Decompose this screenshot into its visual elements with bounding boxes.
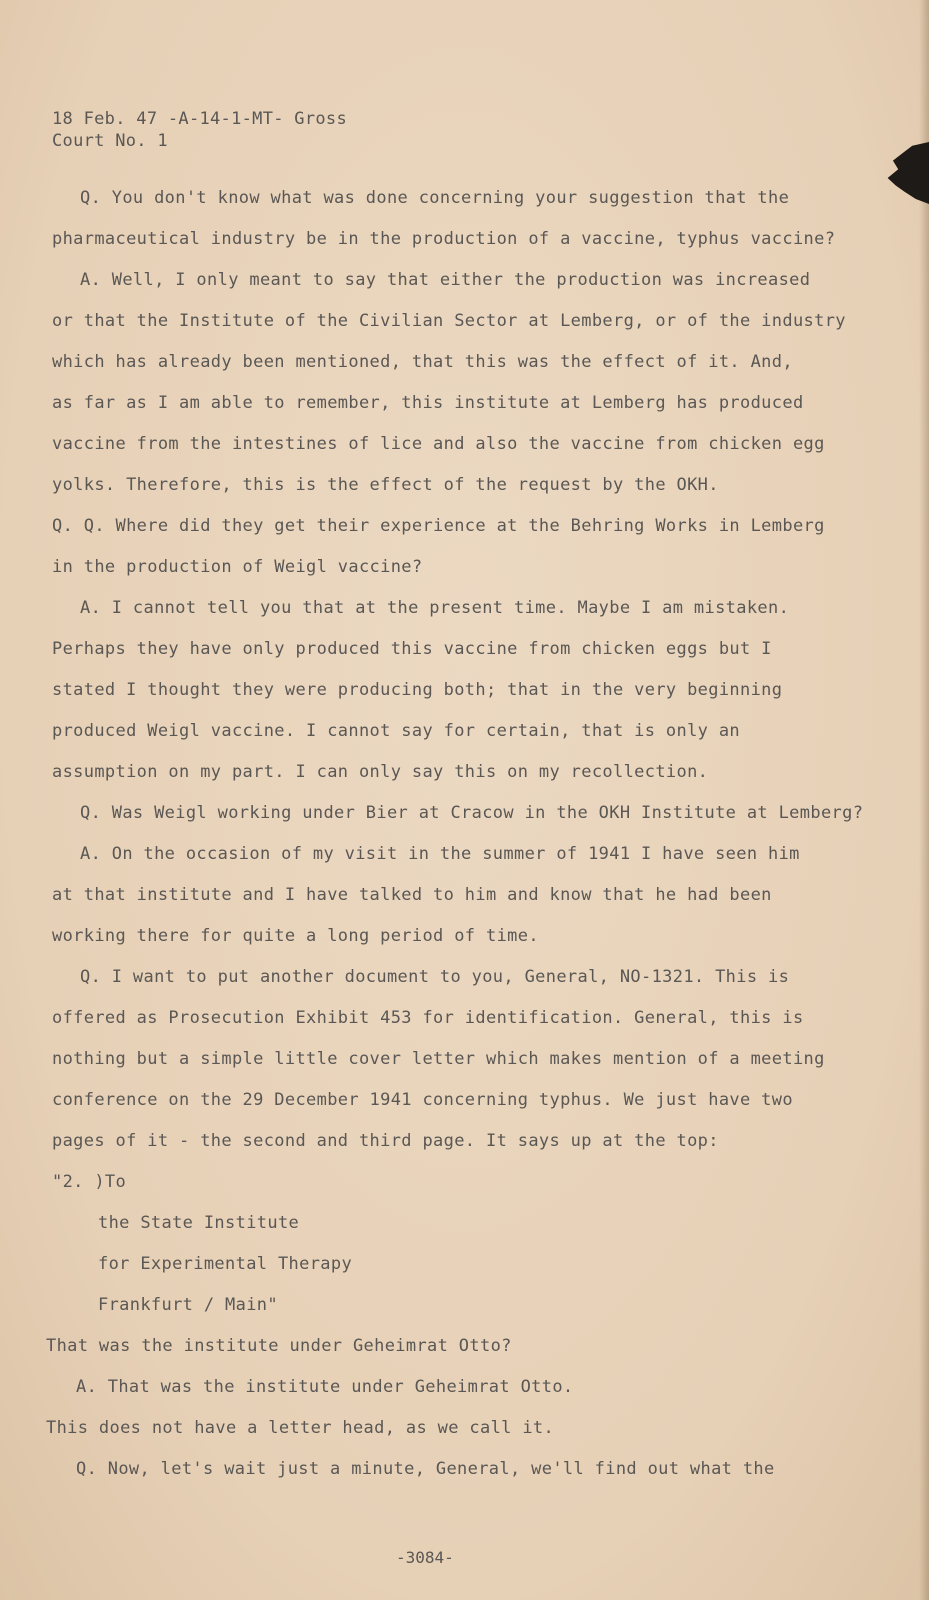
text-line: vaccine from the intestines of lice and also the vaccine from chicken egg <box>52 434 825 454</box>
text-line: This does not have a letter head, as we call it. <box>46 1418 555 1438</box>
page-number: -3084- <box>396 1548 454 1567</box>
text-line: offered as Prosecution Exhibit 453 for identification. General, this is <box>52 1008 804 1028</box>
text-line: produced Weigl vaccine. I cannot say for certain, that is only an <box>52 721 741 741</box>
text-line: in the production of Weigl vaccine? <box>52 557 423 577</box>
text-line: "2. )To <box>52 1172 127 1192</box>
text-line: conference on the 29 December 1941 concerning typhus. We just have two <box>52 1090 793 1110</box>
text-line: working there for quite a long period of time. <box>52 926 539 946</box>
text-line: assumption on my part. I can only say this on my recollection. <box>52 762 709 782</box>
text-line: or that the Institute of the Civilian Sector at Lemberg, or of the industry <box>52 311 846 331</box>
torn-corner <box>885 142 929 204</box>
header-date-line: 18 Feb. 47 -A-14-1-MT- Gross <box>52 109 347 129</box>
text-line: the State Institute <box>98 1213 300 1233</box>
text-line: Q. Now, let's wait just a minute, General, we'll find out what the <box>76 1459 775 1479</box>
page-edge-shadow <box>919 0 929 1600</box>
header-court-line: Court No. 1 <box>52 131 168 151</box>
text-line: nothing but a simple little cover letter which makes mention of a meeting <box>52 1049 825 1069</box>
text-line: Frankfurt / Main" <box>98 1295 278 1315</box>
text-line: which has already been mentioned, that this was the effect of it. And, <box>52 352 793 372</box>
text-line: That was the institute under Geheimrat Otto? <box>46 1336 512 1356</box>
text-line: stated I thought they were producing both; that in the very beginning <box>52 680 783 700</box>
text-line: pharmaceutical industry be in the production of a vaccine, typhus vaccine? <box>52 229 836 249</box>
text-line: A. On the occasion of my visit in the summer of 1941 I have seen him <box>80 844 800 864</box>
text-line: A. I cannot tell you that at the present time. Maybe I am mistaken. <box>80 598 790 618</box>
text-line: as far as I am able to remember, this institute at Lemberg has produced <box>52 393 804 413</box>
document-header <box>52 108 347 152</box>
text-line: Q. Q. Where did they get their experience at the Behring Works in Lemberg <box>52 516 825 536</box>
text-line: A. Well, I only meant to say that either the production was increased <box>80 270 811 290</box>
text-line: yolks. Therefore, this is the effect of the request by the OKH. <box>52 475 719 495</box>
text-line: Q. I want to put another document to you, General, NO-1321. This is <box>80 967 790 987</box>
text-line: at that institute and I have talked to him and know that he had been <box>52 885 772 905</box>
text-line: pages of it - the second and third page. It says up at the top: <box>52 1131 719 1151</box>
text-line: Q. You don't know what was done concerning your suggestion that the <box>80 188 790 208</box>
text-line: Q. Was Weigl working under Bier at Cracow in the OKH Institute at Lemberg? <box>80 803 864 823</box>
text-line: for Experimental Therapy <box>98 1254 353 1274</box>
text-line: Perhaps they have only produced this vaccine from chicken eggs but I <box>52 639 772 659</box>
text-line: A. That was the institute under Geheimrat Otto. <box>76 1377 574 1397</box>
